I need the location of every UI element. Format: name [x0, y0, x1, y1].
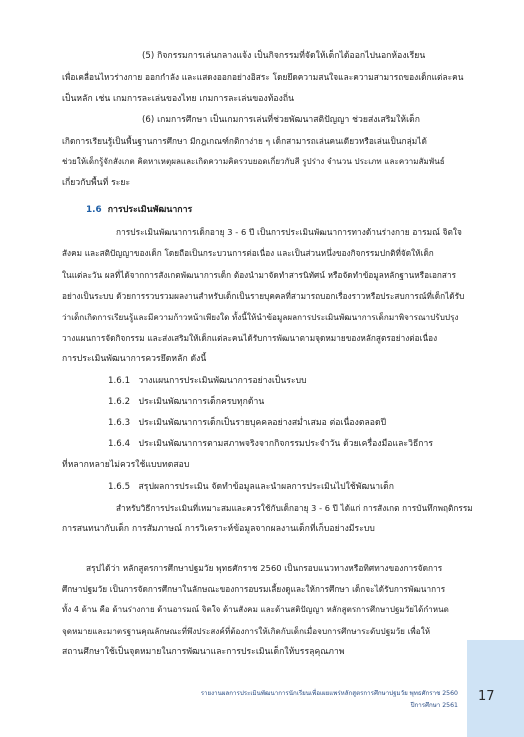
summary-line-1: สรุปได้ว่า หลักสูตรการศึกษาปฐมวัย พุทธศักราช 2560 เป็นกรอบแนวทางหรือทิศทางของการจัดการ [86, 563, 443, 573]
footer-report-title: รายงานผลการประเมินพัฒนาการนักเรียนเพื่อเผยแพร่หลักสูตรการศึกษาปฐมวัย พุทธศักราช 2560 [200, 690, 458, 697]
footer-academic-year: ปีการศึกษา 2561 [410, 702, 458, 709]
section-heading [86, 204, 192, 216]
intro-line-7: การประเมินพัฒนาการควรยึดหลัก ดังนี้ [62, 354, 207, 364]
paragraph-6-line-4: เกี่ยวกับพื้นที่ ระยะ [62, 178, 131, 188]
section-title: การประเมินพัฒนาการ [107, 205, 193, 215]
summary-line-4: จุดหมายและมาตรฐานคุณลักษณะที่พึงประสงค์ที่ต้องการให้เกิดกับเด็กเมื่อจบการศึกษาระดับปฐมวัย เพื่อให้ [62, 626, 431, 636]
intro-line-6: วางแผนการจัดกิจกรรม และส่งเสริมให้เด็กแต่ละคนได้รับการพัฒนาตามจุดหมายของหลักสูตรอย่างต่อเนื่อง [62, 333, 438, 343]
principle-1 [108, 375, 307, 387]
footer-color-bar [467, 640, 524, 737]
page-number: 17 [478, 689, 495, 704]
summary-line-5: สถานศึกษาใช้เป็นจุดหมายในการพัฒนาและการประเมินเด็กให้บรรลุคุณภาพ [62, 647, 345, 657]
intro-line-4: อย่างเป็นระบบ ด้วยการรวบรวมผลงานสำหรับเด็กเป็นรายบุคคลที่สามารถบอกเรื่องราวหรือประสบการณ์ที่เด็กได้รับ [62, 291, 465, 301]
paragraph-6-line-1: (6) เกมการศึกษา เป็นเกมการเล่นที่ช่วยพัฒนาสติปัญญา ช่วยส่งเสริมให้เด็ก [142, 115, 420, 125]
summary-line-3: ทั้ง 4 ด้าน คือ ด้านร่างกาย ด้านอารมณ์ จิตใจ ด้านสังคม และด้านสติปัญญา หลักสูตรการศึกษาปฐมวัยได้กำหนด [62, 605, 449, 614]
principle-text: ประเมินพัฒนาการเด็กเป็นรายบุคคลอย่างสม่ำเสมอ ต่อเนื่องตลอดปี [138, 418, 387, 428]
paragraph-6-line-2: เกิดการเรียนรู้เป็นพื้นฐานการศึกษา มีกฎเกณฑ์กติกาง่าย ๆ เด็กสามารถเล่นคนเดียวหรือเล่นเป็นกลุ่มได้ [62, 136, 427, 146]
principle-number: 1.6.5 [108, 482, 131, 492]
intro-line-2: สังคม และสติปัญญาของเด็ก โดยถือเป็นกระบวนการต่อเนื่อง และเป็นส่วนหนึ่งของกิจกรรมปกติที่จัดให้เด็ก [62, 248, 434, 258]
principle-number: 1.6.1 [108, 376, 131, 386]
section-number: 1.6 [86, 205, 102, 215]
paragraph-5-line-2: เพื่อเคลื่อนไหวร่างกาย ออกกำลัง และแสดงออกอย่างอิสระ โดยยึดความสนใจและความสามารถของเด็กแต่ละคน [62, 72, 464, 82]
principle-text: สรุปผลการประเมิน จัดทำข้อมูลและนำผลการประเมินไปใช้พัฒนาเด็ก [138, 482, 395, 492]
paragraph-6-line-3: ช่วยให้เด็กรู้จักสังเกต คิดหาเหตุผลและเกิดความคิดรวบยอดเกี่ยวกับสี รูปร่าง จำนวน ประเภท และความสัมพันธ์ [62, 157, 445, 166]
principle-2 [108, 396, 264, 408]
principle-5 [108, 481, 394, 493]
intro-line-1: การประเมินพัฒนาการเด็กอายุ 3 - 6 ปี เป็นการประเมินพัฒนาการทางด้านร่างกาย อารมณ์ จิตใจ [116, 227, 462, 237]
principle-3 [108, 417, 386, 429]
principle-text: ประเมินพัฒนาการเด็กครบทุกด้าน [138, 397, 265, 407]
principle-text: วางแผนการประเมินพัฒนาการอย่างเป็นระบบ [138, 376, 307, 386]
principle-number: 1.6.4 [108, 439, 131, 449]
summary-line-2: ศึกษาปฐมวัย เป็นการจัดการศึกษาในลักษณะของการอบรมเลี้ยงดูและให้การศึกษา เด็กจะได้รับการพัฒนาการ [62, 584, 446, 594]
methods-line-2: การสนทนากับเด็ก การสัมภาษณ์ การวิเคราะห์ข้อมูลจากผลงานเด็กที่เก็บอย่างมีระบบ [62, 524, 375, 534]
paragraph-5-line-3: เป็นหลัก เช่น เกมการละเล่นของไทย เกมการละเล่นของท้องถิ่น [62, 94, 295, 104]
principle-text: ประเมินพัฒนาการตามสภาพจริงจากกิจกรรมประจำวัน ด้วยเครื่องมือและวิธีการ [138, 439, 434, 449]
methods-line-1: สำหรับวิธีการประเมินที่เหมาะสมและควรใช้กับเด็กอายุ 3 - 6 ปี ได้แก่ การสังเกต การบันทึกพฤติกรรม [116, 503, 473, 513]
principle-4 [108, 438, 433, 450]
intro-line-3: ในแต่ละวัน ผลที่ได้จากการสังเกตพัฒนาการเด็ก ต้องนำมาจัดทำสารนิทัศน์ หรือจัดทำข้อมูลหลักฐานหรือเอกสาร [62, 270, 457, 280]
principle-number: 1.6.2 [108, 397, 131, 407]
principle-number: 1.6.3 [108, 418, 131, 428]
paragraph-5-line-1: (5) กิจกรรมการเล่นกลางแจ้ง เป็นกิจกรรมที่จัดให้เด็กได้ออกไปนอกห้องเรียน [142, 51, 426, 61]
principle-4-continuation: ที่หลากหลายไม่ควรใช้แบบทดสอบ [62, 460, 190, 470]
intro-line-5: ว่าเด็กเกิดการเรียนรู้และมีความก้าวหน้าเพียงใด ทั้งนี้ให้นำข้อมูลผลการประเมินพัฒนาการเด็กมาพิจารณาปรับปรุง [62, 312, 459, 322]
